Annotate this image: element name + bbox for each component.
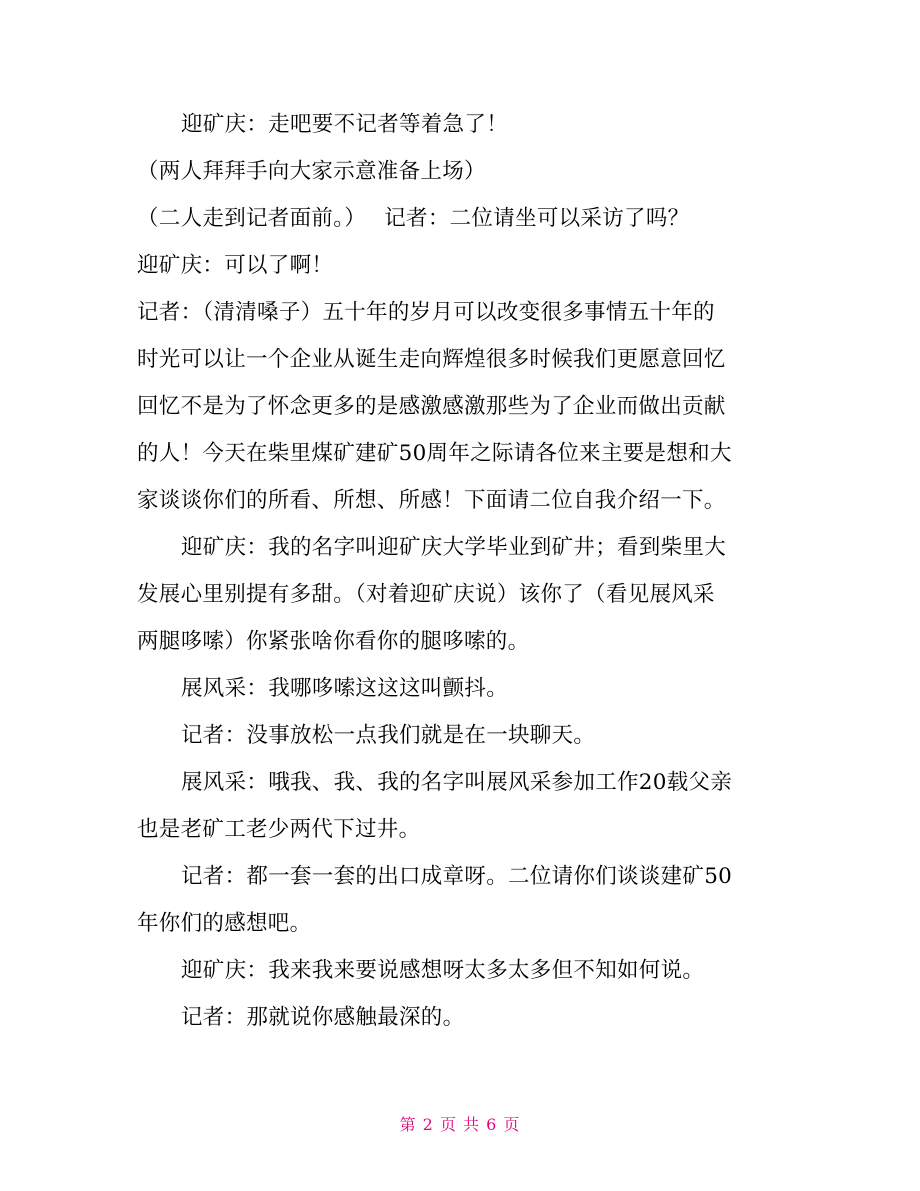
- text-line: 两腿哆嗦）你紧张啥你看你的腿哆嗦的。: [137, 629, 530, 654]
- text-line: 记者：都一套一套的出口成章呀。二位请你们谈谈建矿50: [181, 864, 733, 889]
- text-line: 记者：没事放松一点我们就是在一块聊天。: [181, 723, 596, 748]
- text-line: 展风采：哦我、我、我的名字叫展风采参加工作20载父亲: [181, 770, 733, 795]
- page-number-footer: 第 2 页 共 6 页: [399, 1115, 521, 1134]
- text-line: （二人走到记者面前。） 记者：二位请坐可以采访了吗？: [137, 206, 690, 231]
- text-line: 时光可以让一个企业从诞生走向辉煌很多时候我们更愿意回忆: [137, 347, 726, 372]
- text-line: 年你们的感想吧。: [137, 911, 312, 936]
- text-line: 记者：那就说你感触最深的。: [181, 1005, 465, 1030]
- text-line: 展风采：我哪哆嗦这这这叫颤抖。: [181, 676, 509, 701]
- text-line: 记者：（清清嗓子）五十年的岁月可以改变很多事情五十年的: [137, 300, 715, 325]
- text-line: （两人拜拜手向大家示意准备上场）: [137, 159, 486, 184]
- text-line: 迎矿庆：走吧要不记者等着急了！: [181, 112, 509, 137]
- text-line: 发展心里别提有多甜。（对着迎矿庆说）该你了（看见展风采: [137, 582, 715, 607]
- text-line: 迎矿庆：我来我来要说感想呀太多太多但不知如何说。: [181, 958, 705, 983]
- text-line: 也是老矿工老少两代下过井。: [137, 817, 421, 842]
- text-line: 家谈谈你们的所看、所想、所感！下面请二位自我介绍一下。: [137, 488, 726, 513]
- text-line: 迎矿庆：我的名字叫迎矿庆大学毕业到矿井；看到柴里大: [181, 535, 727, 560]
- text-line: 回忆不是为了怀念更多的是感激感激那些为了企业而做出贡献: [137, 394, 726, 419]
- text-line: 的人！今天在柴里煤矿建矿50周年之际请各位来主要是想和大: [137, 441, 732, 466]
- text-line: 迎矿庆：可以了啊！: [137, 253, 334, 278]
